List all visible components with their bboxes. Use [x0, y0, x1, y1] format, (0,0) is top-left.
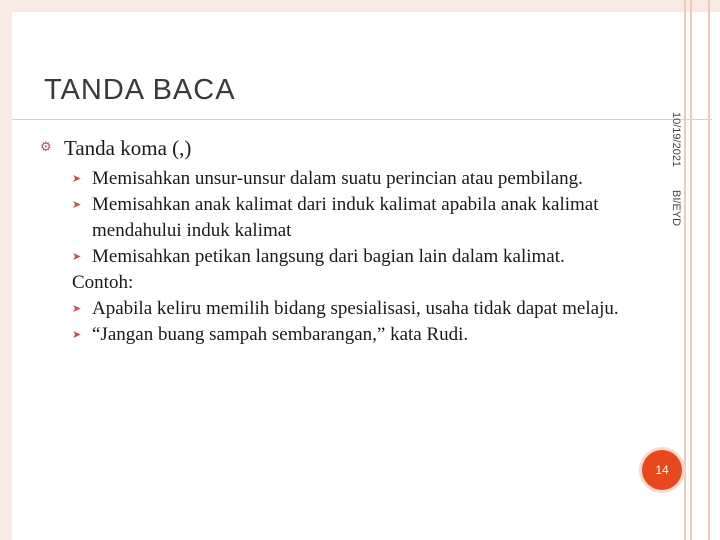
heading-text: Tanda koma (,): [64, 136, 192, 160]
bullet-arrow-icon: ➤: [72, 302, 82, 315]
example-item: [40, 322, 640, 348]
bullet-arrow-icon: ➤: [72, 328, 82, 341]
bullet-gear-icon: ⚙: [40, 140, 52, 155]
side-footer: [664, 112, 686, 237]
side-date: 10/19/2021: [670, 112, 682, 168]
list-item: [40, 192, 640, 244]
example-item: [40, 296, 640, 322]
frame-top: [0, 0, 720, 12]
bullet-arrow-icon: ➤: [72, 250, 82, 263]
right-stripe-2: [690, 0, 692, 540]
list-item: [40, 166, 640, 192]
example-item-text: “Jangan buang sampah sembarangan,” kata Rudi.: [92, 324, 469, 345]
list-item: [40, 244, 640, 270]
title-divider: [12, 119, 712, 120]
bullet-arrow-icon: ➤: [72, 198, 82, 211]
slide-content: [40, 134, 640, 348]
side-code: BI/EYD: [670, 190, 682, 227]
list-item-text: Memisahkan petikan langsung dari bagian lain dalam kalimat.: [92, 246, 565, 267]
slide-title: TANDA BACA: [44, 74, 236, 106]
right-stripe-3: [708, 0, 710, 540]
list-item-text: Memisahkan unsur-unsur dalam suatu perincian atau pembilang.: [92, 168, 583, 189]
example-label: Contoh:: [72, 272, 134, 293]
frame-left: [0, 0, 12, 540]
bullet-arrow-icon: ➤: [72, 172, 82, 185]
bullet-heading: [40, 134, 640, 162]
example-item-text: Apabila keliru memilih bidang spesialisasi, usaha tidak dapat melaju.: [92, 298, 619, 319]
right-stripe-1: [684, 0, 686, 540]
list-item-text: Memisahkan anak kalimat dari induk kalimat apabila anak kalimat mendahului induk kalimat: [92, 194, 599, 241]
page-number-badge: 14: [642, 450, 682, 490]
